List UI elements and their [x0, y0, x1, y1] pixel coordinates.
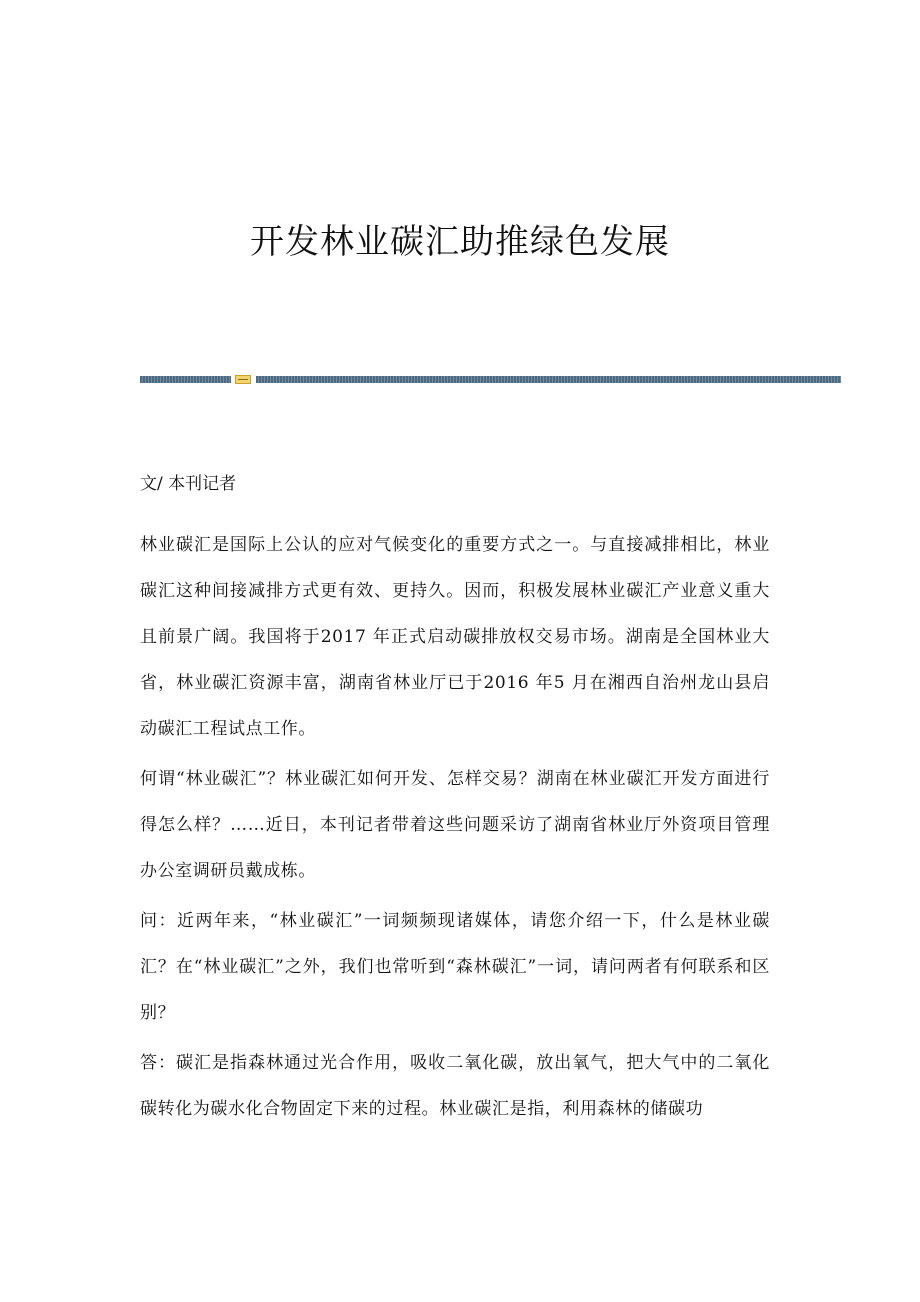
- paragraph-interview-question: 问：近两年来，“林业碳汇”一词频频现诸媒体，请您介绍一下，什么是林业碳汇？在“林业碳汇”之外，我们也常听到“森林碳汇”一词，请问两者有何联系和区别？: [140, 911, 770, 1023]
- paragraph-intro: 林业碳汇是国际上公认的应对气候变化的重要方式之一。与直接减排相比，林业碳汇这种间接减排方式更有效、更持久。因而，积极发展林业碳汇产业意义重大且前景广阔。我国将于2017 年正式启动碳排放权交易市场。湖南是全国林业大省，林业碳汇资源丰富，湖南省林业厅已于2016 年5 月在湘西自治州龙山县启动碳汇工程试点工作。: [140, 535, 770, 739]
- article-body: [140, 522, 770, 1136]
- byline: 文/ 本刊记者: [140, 474, 237, 494]
- divider-ornament-icon: [235, 375, 251, 384]
- divider-left-bar: [140, 376, 231, 383]
- paragraph-interview-answer: 答：碳汇是指森林通过光合作用，吸收二氧化碳，放出氧气，把大气中的二氧化碳转化为碳水化合物固定下来的过程。林业碳汇是指，利用森林的储碳功: [140, 1053, 770, 1119]
- divider-right-bar: [256, 376, 841, 383]
- page-title: 开发林业碳汇助推绿色发展: [250, 222, 670, 262]
- paragraph-questions: 何谓“林业碳汇”？林业碳汇如何开发、怎样交易？湖南在林业碳汇开发方面进行得怎么样？……近日，本刊记者带着这些问题采访了湖南省林业厅外资项目管理办公室调研员戴成栋。: [140, 769, 770, 881]
- title-divider: [140, 375, 841, 384]
